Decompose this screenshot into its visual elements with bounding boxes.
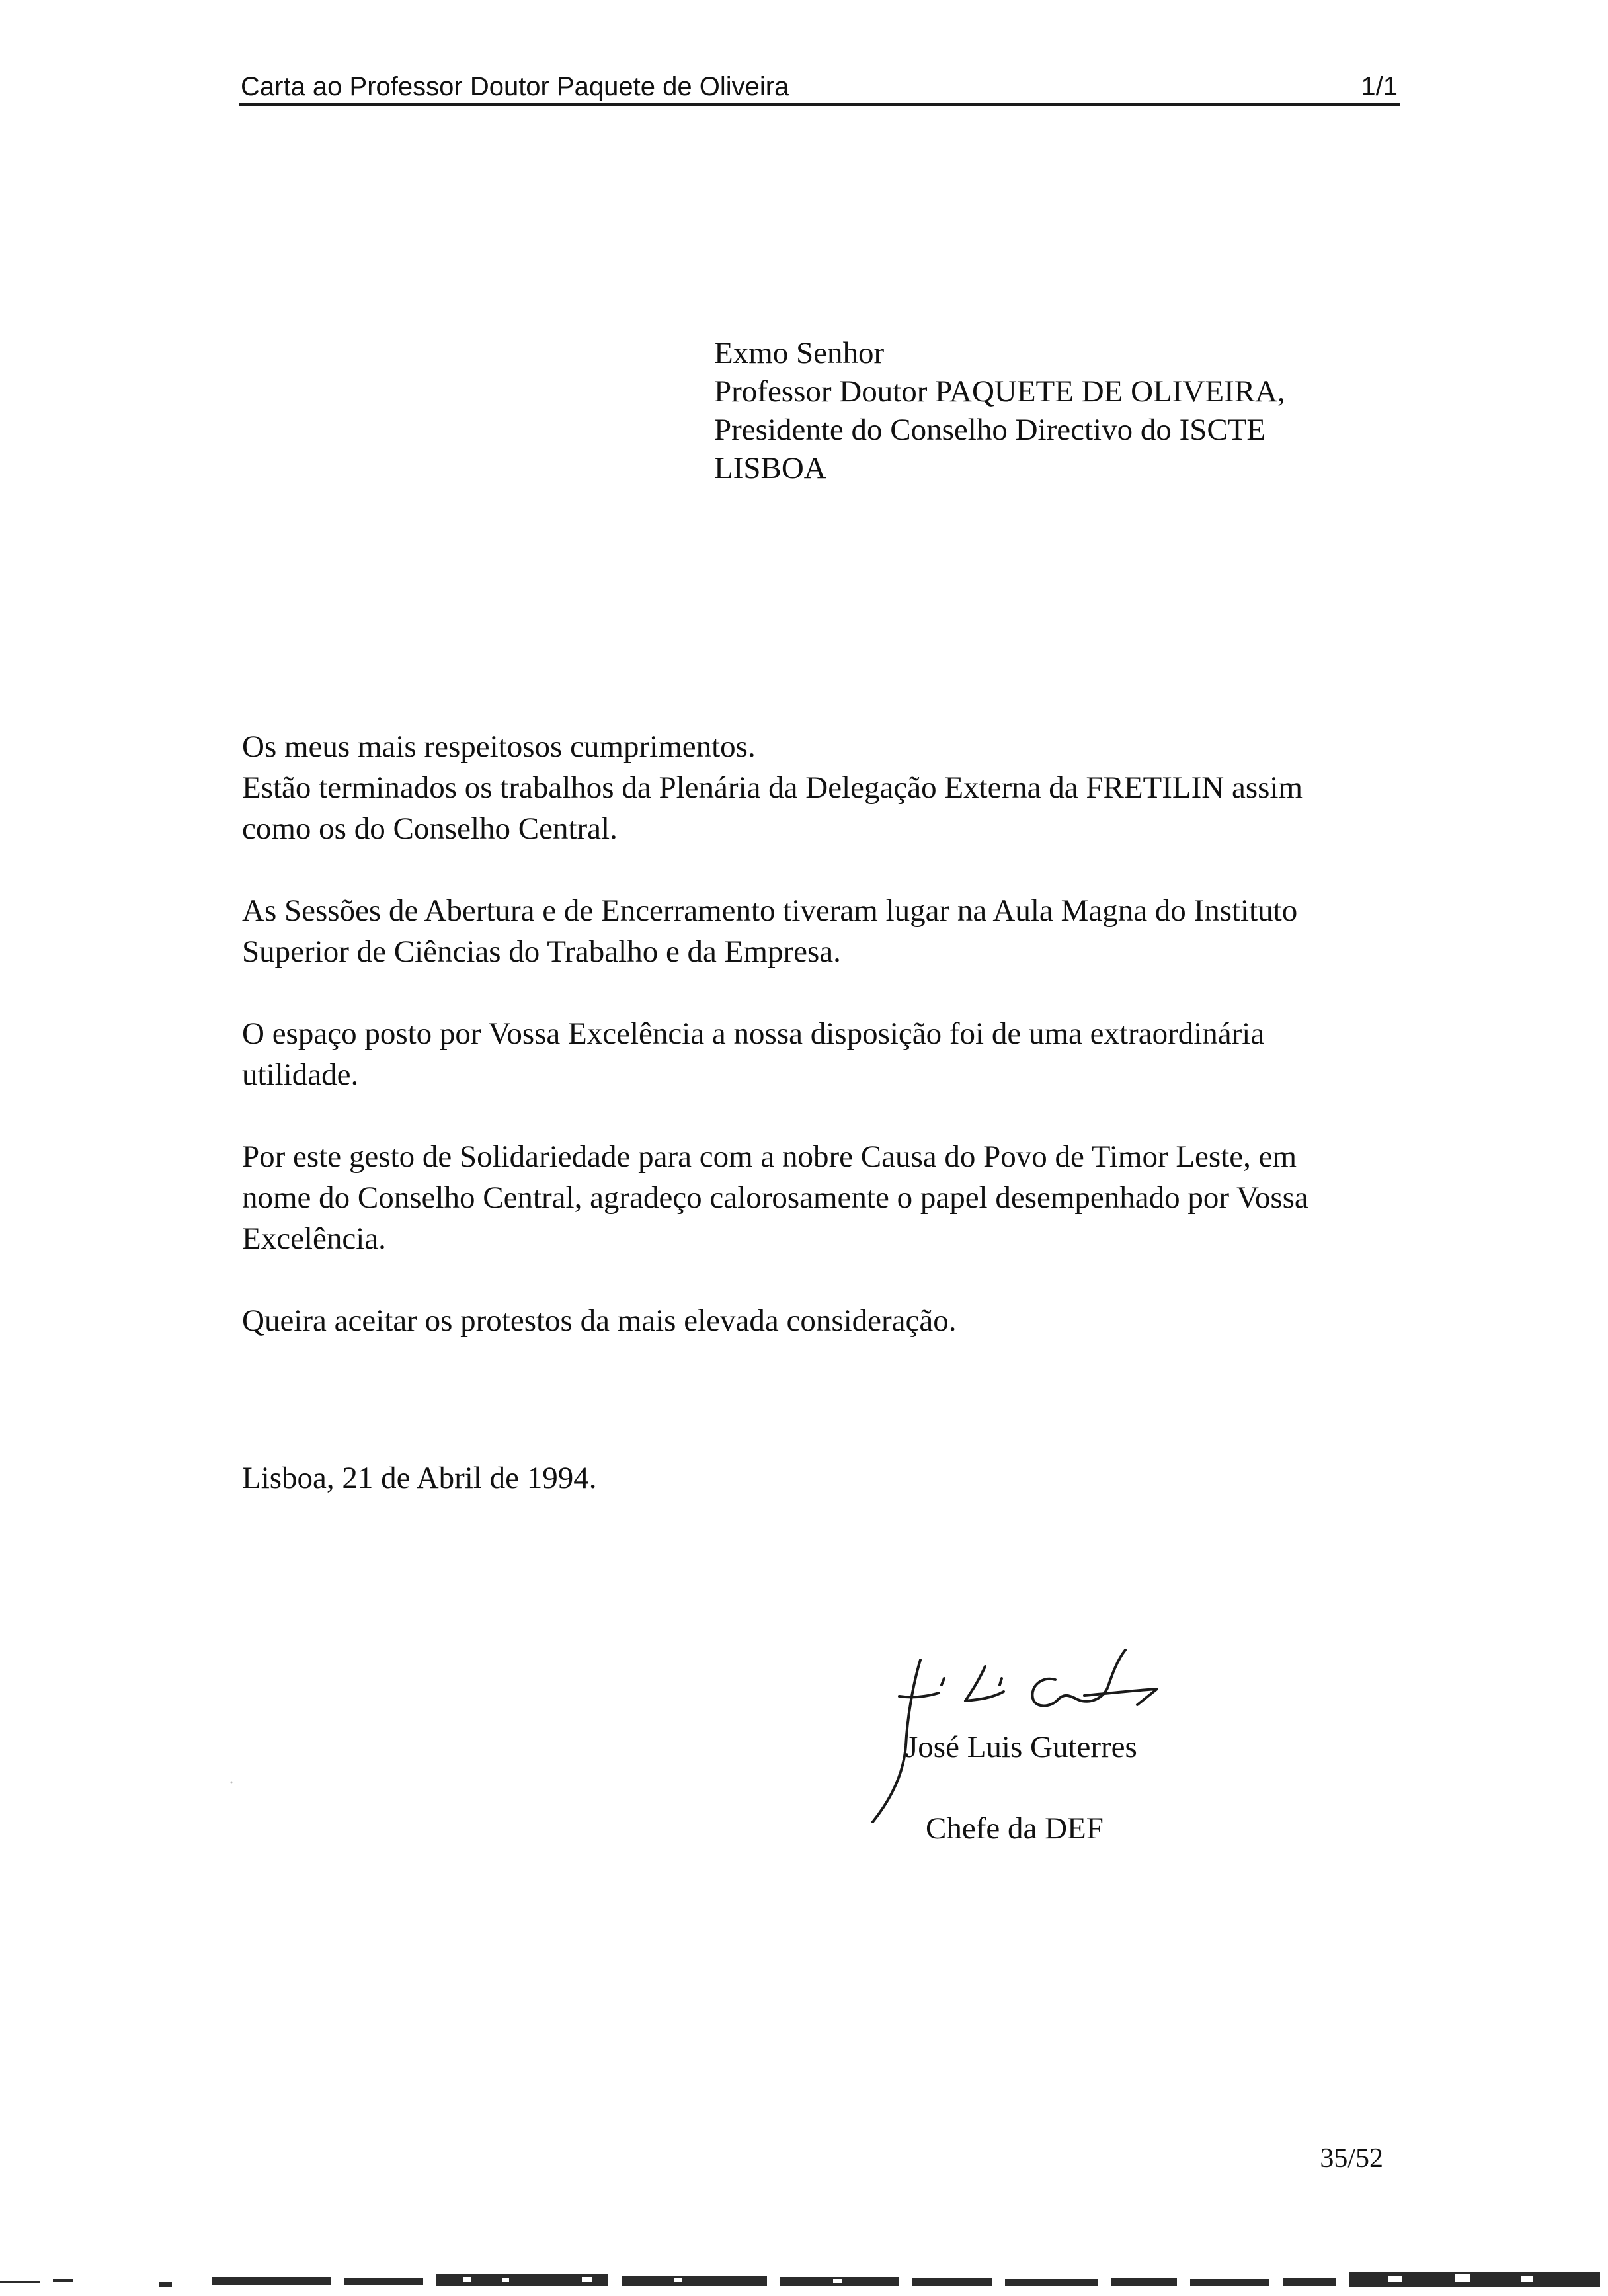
letter-body (242, 726, 1394, 1341)
paragraph-4-line-3: Excelência. (242, 1221, 386, 1256)
signer-name: José Luis Guterres (906, 1730, 1137, 1764)
letter-date: Lisboa, 21 de Abril de 1994. (242, 1461, 597, 1495)
paragraph-4-line-2: nome do Conselho Central, agradeço calorosamente o papel desempenhado por Vossa (242, 1180, 1308, 1215)
paragraph-2 (242, 890, 1394, 972)
signer-role: Chefe da DEF (926, 1811, 1104, 1846)
paragraph-1 (242, 767, 1394, 849)
scan-speck (228, 1779, 235, 1785)
scan-edge-noise (0, 2265, 1608, 2296)
address-city: LISBOA (714, 451, 826, 485)
folio-number: 35/52 (1320, 2143, 1383, 2174)
paragraph-4 (242, 1136, 1394, 1259)
paragraph-3-line-2: utilidade. (242, 1057, 359, 1092)
closing-line: Queira aceitar os protestos da mais elevada consideração. (242, 1303, 957, 1338)
paragraph-2-line-1: As Sessões de Abertura e de Encerramento tiveram lugar na Aula Magna do Instituto (242, 893, 1298, 928)
closing (242, 1300, 1394, 1341)
paragraph-3 (242, 1013, 1394, 1095)
address-salutation: Exmo Senhor (714, 336, 885, 370)
header-page-number: 1/1 (1361, 72, 1398, 101)
greeting (242, 726, 1394, 767)
address-recipient-title: Presidente do Conselho Directivo do ISCTE (714, 413, 1266, 447)
paragraph-3-line-1: O espaço posto por Vossa Excelência a nossa disposição foi de uma extraordinária (242, 1016, 1265, 1051)
paragraph-1-line-2: como os do Conselho Central. (242, 811, 618, 846)
address-recipient-name: Professor Doutor PAQUETE DE OLIVEIRA, (714, 374, 1285, 409)
recipient-address (714, 334, 1285, 487)
header-title: Carta ao Professor Doutor Paquete de Oliveira (241, 72, 789, 101)
paragraph-1-line-1: Estão terminados os trabalhos da Plenária da Delegação Externa da FRETILIN assim (242, 770, 1303, 805)
paragraph-2-line-2: Superior de Ciências do Trabalho e da Empresa. (242, 934, 841, 969)
paragraph-4-line-1: Por este gesto de Solidariedade para com a nobre Causa do Povo de Timor Leste, em (242, 1139, 1297, 1174)
greeting-line: Os meus mais respeitosos cumprimentos. (242, 729, 756, 764)
running-header (239, 63, 1400, 106)
